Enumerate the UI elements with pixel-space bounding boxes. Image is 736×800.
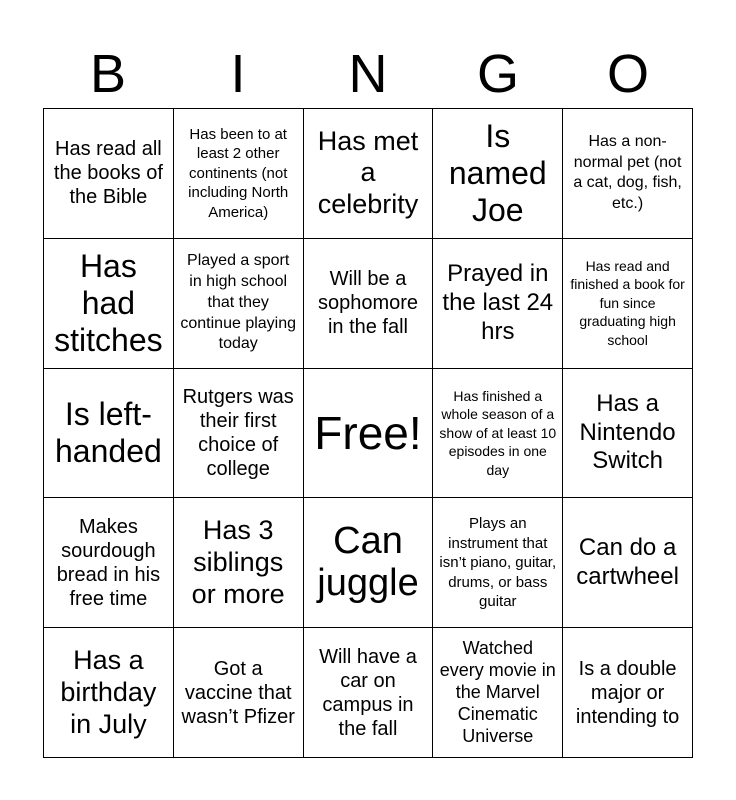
- bingo-cell[interactable]: [433, 239, 563, 369]
- bingo-cell[interactable]: [563, 628, 693, 758]
- bingo-cell[interactable]: [174, 109, 304, 239]
- bingo-cell[interactable]: [174, 369, 304, 499]
- cell-text: Is left-handed: [55, 396, 162, 469]
- cell-text: Has a non-normal pet (not a cat, dog, fish, etc.): [573, 132, 682, 213]
- bingo-cell[interactable]: [563, 239, 693, 369]
- cell-text: Will be a sophomore in the fall: [317, 268, 419, 339]
- cell-text: Can juggle: [317, 519, 419, 604]
- cell-text: Makes sourdough bread in his free time: [56, 515, 161, 610]
- bingo-cell[interactable]: [44, 628, 174, 758]
- bingo-cell[interactable]: [304, 109, 434, 239]
- cell-text: Has a Nintendo Switch: [579, 389, 676, 475]
- cell-text: Has had stitches: [54, 248, 163, 358]
- bingo-cell[interactable]: [433, 109, 563, 239]
- bingo-cell[interactable]: [44, 369, 174, 499]
- bingo-cell[interactable]: [304, 628, 434, 758]
- bingo-header: [43, 40, 693, 108]
- header-letter-b: B: [89, 44, 127, 104]
- cell-text: Has met a celebrity: [317, 125, 419, 220]
- free-space: Free!: [314, 406, 422, 459]
- bingo-cell[interactable]: [174, 239, 304, 369]
- bingo-grid: [43, 108, 693, 758]
- bingo-cell[interactable]: [563, 109, 693, 239]
- bingo-cell[interactable]: [563, 498, 693, 628]
- cell-text: Can do a cartwheel: [576, 533, 679, 590]
- cell-text: Is named Joe: [448, 118, 547, 228]
- header-letter-o: O: [606, 44, 649, 104]
- cell-text: Rutgers was their first choice of college: [182, 385, 294, 480]
- cell-text: Got a vaccine that wasn’t Pfizer: [181, 657, 295, 728]
- cell-text: Plays an instrument that isn’t piano, guitar, drums, or bass guitar: [439, 515, 557, 611]
- cell-text: Will have a car on campus in the fall: [319, 645, 417, 740]
- cell-text: Prayed in the last 24 hrs: [442, 260, 554, 345]
- bingo-cell[interactable]: [174, 498, 304, 628]
- bingo-cell[interactable]: [433, 628, 563, 758]
- cell-text: Has read and finished a book for fun since graduating high school: [570, 258, 685, 348]
- cell-text: Watched every movie in the Marvel Cinematic Universe: [439, 637, 556, 746]
- cell-text: Has 3 siblings or more: [191, 515, 285, 609]
- cell-text: Has a birthday in July: [60, 644, 157, 739]
- bingo-cell[interactable]: [433, 369, 563, 499]
- bingo-cell[interactable]: [304, 369, 434, 499]
- bingo-cell[interactable]: [304, 239, 434, 369]
- bingo-cell[interactable]: [44, 109, 174, 239]
- cell-text: Is a double major or intending to: [575, 657, 680, 728]
- cell-text: Has been to at least 2 other continents (not including North America): [188, 125, 289, 221]
- cell-text: Played a sport in high school that they continue playing today: [180, 252, 297, 353]
- bingo-cell[interactable]: [174, 628, 304, 758]
- bingo-cell[interactable]: [44, 498, 174, 628]
- cell-text: Has finished a whole season of a show of at least 10 episodes in one day: [439, 387, 557, 478]
- header-letter-g: G: [476, 44, 519, 104]
- header-letter-n: N: [348, 44, 388, 104]
- bingo-cell[interactable]: [563, 369, 693, 499]
- bingo-cell[interactable]: [304, 498, 434, 628]
- bingo-cell[interactable]: [433, 498, 563, 628]
- bingo-cell[interactable]: [44, 239, 174, 369]
- cell-text: Has read all the books of the Bible: [53, 138, 163, 209]
- header-letter-i: I: [230, 44, 246, 104]
